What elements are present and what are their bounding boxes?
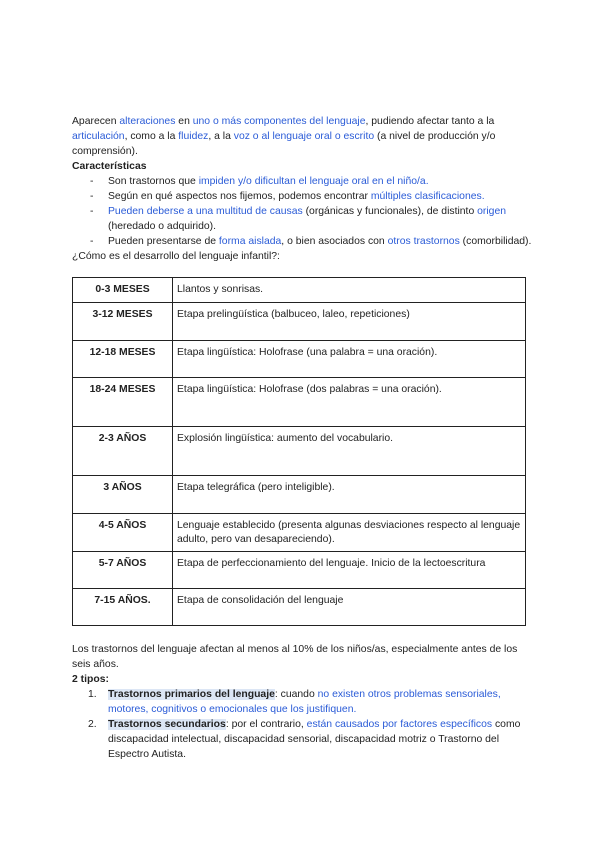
list-item: [72, 189, 532, 204]
bullet-dash: -: [90, 191, 94, 202]
table-row: [73, 552, 526, 589]
item-highlight: Pueden deberse a una multitud de causas: [108, 206, 303, 217]
item-highlight: múltiples clasificaciones.: [370, 191, 485, 202]
list-item: [72, 234, 532, 249]
item-number: 1.: [88, 689, 97, 700]
intro-highlight: voz o al lenguaje oral o escrito: [233, 131, 375, 142]
item-text: (orgánicas y funcionales), de distinto: [302, 206, 478, 217]
age-cell: 18-24 MESES: [73, 378, 173, 427]
item-highlight: no existen otros problemas sensoriales, motores, cognitivos o emocionales que los justifiquen.: [108, 689, 501, 715]
item-highlight: están causados por factores específicos: [306, 719, 493, 730]
table-row: [73, 476, 526, 514]
age-cell: 5-7 AÑOS: [73, 552, 173, 589]
item-number: 2.: [88, 719, 97, 730]
item-text: : cuando: [274, 689, 318, 700]
item-term: Trastornos primarios del lenguaje: [108, 689, 275, 700]
table-row: [73, 341, 526, 378]
item-text: (heredado o adquirido).: [108, 221, 217, 232]
item-text: Según en qué aspectos nos fijemos, podemos encontrar: [108, 191, 371, 202]
characteristics-list: [72, 174, 532, 249]
item-highlight: forma aislada: [218, 236, 282, 247]
description-cell: Llantos y sonrisas.: [173, 278, 526, 303]
development-table: [72, 277, 526, 626]
item-text: Pueden presentarse de: [108, 236, 219, 247]
table-row: [73, 514, 526, 552]
intro-highlight: articulación: [72, 131, 125, 142]
characteristics-heading: Características: [72, 161, 147, 172]
bullet-dash: -: [90, 176, 94, 187]
list-item: [72, 687, 532, 717]
item-highlight: origen: [477, 206, 507, 217]
intro-text: Aparecen: [72, 116, 120, 127]
description-cell: Lenguaje establecido (presenta algunas desviaciones respecto al lenguaje adulto, pero van desapareciendo).: [173, 514, 526, 552]
age-cell: 3 AÑOS: [73, 476, 173, 514]
intro-text: , pudiendo afectar tanto a la: [365, 116, 495, 127]
age-cell: 12-18 MESES: [73, 341, 173, 378]
types-heading: 2 tipos:: [72, 674, 109, 685]
table-row: [73, 427, 526, 476]
intro-highlight: alteraciones: [119, 116, 176, 127]
item-text: (comorbilidad).: [459, 236, 532, 247]
intro-highlight: fluidez: [178, 131, 209, 142]
description-cell: Etapa lingüística: Holofrase (dos palabras = una oración).: [173, 378, 526, 427]
item-text: Son trastornos que: [108, 176, 199, 187]
development-question: ¿Cómo es el desarrollo del lenguaje infantil?:: [72, 251, 280, 262]
description-cell: Explosión lingüística: aumento del vocabulario.: [173, 427, 526, 476]
age-cell: 2-3 AÑOS: [73, 427, 173, 476]
item-text: como discapacidad intelectual, discapacidad sensorial, discapacidad motriz o Trastorno del Espectro Autista.: [108, 719, 521, 760]
intro-text: (a nivel de producción y/o comprensión).: [72, 131, 496, 157]
list-item: [72, 174, 532, 189]
intro-text: en: [175, 116, 193, 127]
description-cell: Etapa de consolidación del lenguaje: [173, 589, 526, 626]
intro-text: , a la: [208, 131, 234, 142]
bullet-dash: -: [90, 206, 94, 217]
document-page: [72, 114, 532, 762]
item-text: , o bien asociados con: [281, 236, 388, 247]
types-list: [72, 687, 532, 762]
table-row: [73, 303, 526, 341]
intro-highlight: uno o más componentes del lenguaje: [192, 116, 366, 127]
age-cell: 3-12 MESES: [73, 303, 173, 341]
intro-text: , como a la: [124, 131, 179, 142]
intro-paragraph: [72, 114, 532, 159]
item-term: Trastornos secundarios: [108, 719, 226, 730]
age-cell: 0-3 MESES: [73, 278, 173, 303]
table-row: [73, 589, 526, 626]
table-row: [73, 378, 526, 427]
table-row: [73, 278, 526, 303]
age-cell: 4-5 AÑOS: [73, 514, 173, 552]
description-cell: Etapa de perfeccionamiento del lenguaje. Inicio de la lectoescritura: [173, 552, 526, 589]
description-cell: Etapa lingüística: Holofrase (una palabra = una oración).: [173, 341, 526, 378]
bullet-dash: -: [90, 236, 94, 247]
prevalence-paragraph: Los trastornos del lenguaje afectan al menos al 10% de los niños/as, especialmente antes de los seis años.: [72, 644, 518, 670]
list-item: [72, 204, 532, 234]
item-highlight: impiden y/o dificultan el lenguaje oral en el niño/a.: [198, 176, 429, 187]
list-item: [72, 717, 532, 762]
description-cell: Etapa telegráfica (pero inteligible).: [173, 476, 526, 514]
item-highlight: otros trastornos: [387, 236, 460, 247]
age-cell: 7-15 AÑOS.: [73, 589, 173, 626]
item-text: : por el contrario,: [225, 719, 307, 730]
description-cell: Etapa prelingüística (balbuceo, laleo, repeticiones): [173, 303, 526, 341]
